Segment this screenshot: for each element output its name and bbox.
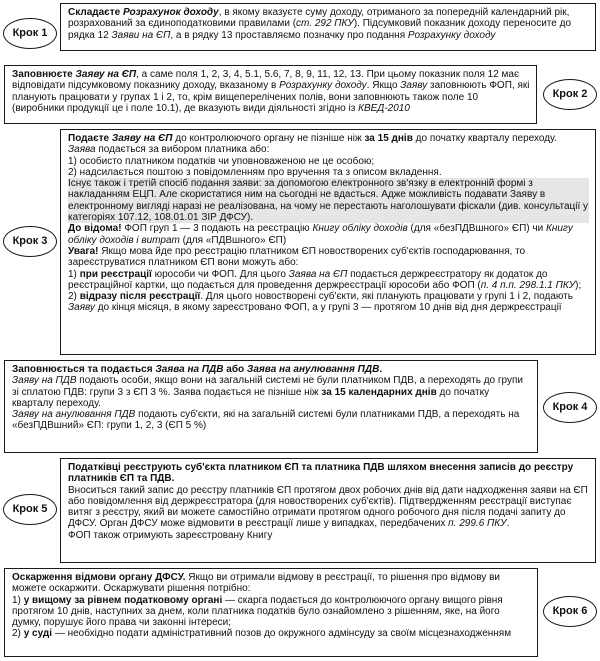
step-5-box: [60, 458, 596, 563]
step-4-title: Заповнюється та подається Заява на ПДВ або Заява на анулювання ПДВ.: [12, 364, 383, 375]
step-1-label: Крок 1: [12, 26, 48, 39]
step-6-label: Крок 6: [552, 604, 588, 617]
step-6-title: Оскарження відмови органу ДФСУ. Якщо ви отримали відмову в реєстрації, то рішення про відмову ви можете оскаржити. Оскаржувати рішення потрібно:: [12, 572, 501, 595]
step-2-text: Заповнюєте Заяву на ЄП, а саме поля 1, 2, 3, 4, 5.1, 5.6, 7, 8, 9, 11, 12, 13. При цьому показник поля 12 має відповідати підсумковому показнику доходу, вказаному в Розрахунку доходу. Якщо Заяву заповнюють ФОП, які планують працювати у групах 1 і 2, то, крім вищеперелічених полів, вони заповнюють також поле 10 (виробники продукції це і поле 10.1), де вказують види діяльності згідно із КВЕД-2010: [12, 69, 530, 114]
step-6-appeal-court: 2) у суді — необхідно подати адміністративний позов до окружного адмінсуду за своїм місцезнаходженням: [12, 628, 512, 640]
step-3-new-entity-2: 2) відразу після реєстрації. Для цього новостворені суб'єкти, які планують працювати у групі 1 і 2, подають Заяву до кінця місяця, в якому зареєстровано ФОП, а у групі 3 — протягом 10 днів від дня держреєстрації: [68, 291, 573, 314]
step-3-choice: Заява подається за вибором платника або:: [68, 144, 270, 156]
step-3-box: [60, 129, 596, 355]
step-5-body: Вноситься такий запис до реєстру платників ЄП протягом двох робочих днів від дати надходження заяви на ЄП або повідомлення від держреєстратора (для новостворених суб'єктів). Підтвердженням реєстрації виступає витяг з реєстру, який ви можете самостійно отримати протягом одного робочого дня після подачі запиту до ДФСУ. Орган ДФСУ може відмовити в реєстрації лише у випадках, передбачених п. 299.6 ПКУ.: [68, 484, 588, 530]
step-4-label: Крок 4: [552, 400, 588, 413]
step-3-option-1: 1) особисто платником податків чи уповноваженою не це особою;: [68, 155, 375, 167]
step-5-label: Крок 5: [12, 502, 48, 515]
step-4-badge: [543, 392, 597, 423]
step-2-box: [4, 65, 537, 124]
step-5-badge: [3, 494, 57, 525]
step-3-warning: Увага! Якщо мова йде про реєстрацію платником ЄП новостворених суб'єктів господарювання, то зареєструватися платником ЄП вони можуть або:: [68, 245, 526, 269]
step-1-text: Складаєте Розрахунок доходу, в якому вказуєте суму доходу, отриманого за попередній календарний рік, розрахований за єдиноподатковими правилами (ст. 292 ПКУ). Підсумковий показник доходу переносите до рядка 12 Заяви на ЄП, а в рядку 13 проставляємо позначку про подання Розрахунку доходу: [68, 7, 572, 41]
step-2-badge: [543, 79, 597, 110]
step-3-option-2: 2) надсилається поштою з повідомленням про вручення та з описом вкладення.: [68, 166, 442, 178]
step-3-new-entity-1: 1) при реєстрації юрособи чи ФОП. Для цього Заява на ЄП подається держреєстратору як додаток до реєстраційної картки, що подається для проведення держреєстрації юрособи або ФОП (п. 4 п.п. 298.1.1 ПКУ);: [68, 268, 582, 291]
step-4-vat-cancellation: Заяву на анулювання ПДВ подають суб'єкти, які на загальній системі були платниками ПДВ, а переходять на «безПДВшний» ЄП: групи 1, 2, 3 (ЄП 5 %): [12, 409, 520, 432]
step-1-badge: [3, 18, 57, 49]
step-3-badge: [3, 226, 57, 257]
step-5-book: ФОП також отримують зареєстровану Книгу: [68, 529, 273, 541]
step-1-box: [60, 3, 596, 51]
step-3-label: Крок 3: [12, 234, 48, 247]
step-3-notice: До відома! ФОП груп 1 — 3 подають на реєстрацію Книгу обліку доходів (для «безПДВшного» ЄП) чи Книгу обліку доходів і витрат (для «ПДВшного» ЄП): [68, 223, 573, 246]
step-6-appeal-tax: 1) у вищому за рівнем податковому органі — скарга подається до контролюючого органу вищого рівня протягом 10 днів, наступних за днем, коли платника податків було ознайомлено з рішенням, яке, на його думку, порушує його права чи законні інтереси;: [12, 594, 503, 629]
step-4-box: [4, 360, 538, 453]
step-6-box: [4, 568, 538, 657]
step-6-badge: [543, 596, 597, 627]
step-3-submit: Подаєте Заяву на ЄП до контролюючого органу не пізніше ніж за 15 днів до початку кварталу переходу.: [68, 133, 557, 144]
step-5-title: Податківці реєструють суб'єкта платником ЄП та платника ПДВ шляхом внесення записів до реєстру платників ЄП та ПДВ.: [68, 462, 574, 485]
step-4-vat-application: Заяву на ПДВ подають особи, якщо вони на загальній системі не були платником ПДВ, а переходять до групи зі сплатою ПДВ: групи 3 з ЄП 3 %. Заява подається не пізніше ніж за 15 календарних днів до початку кварталу переходу.: [12, 375, 523, 409]
step-2-label: Крок 2: [552, 87, 588, 100]
step-3-electronic-note: Існує також і третій спосіб подання заяви: за допомогою електронного зв'язку в електронній формі з накладанням ЕЦП. Але скористатися ним на сьогодні не вдасться. Адже можливість подавати Заяву в електронному вигляді наразі не реалізована, на чому не перестають наголошувати фіскали (див. консультації у категоріях 107.12, 108.01.01 ЗІР ДФСУ).: [68, 178, 589, 224]
